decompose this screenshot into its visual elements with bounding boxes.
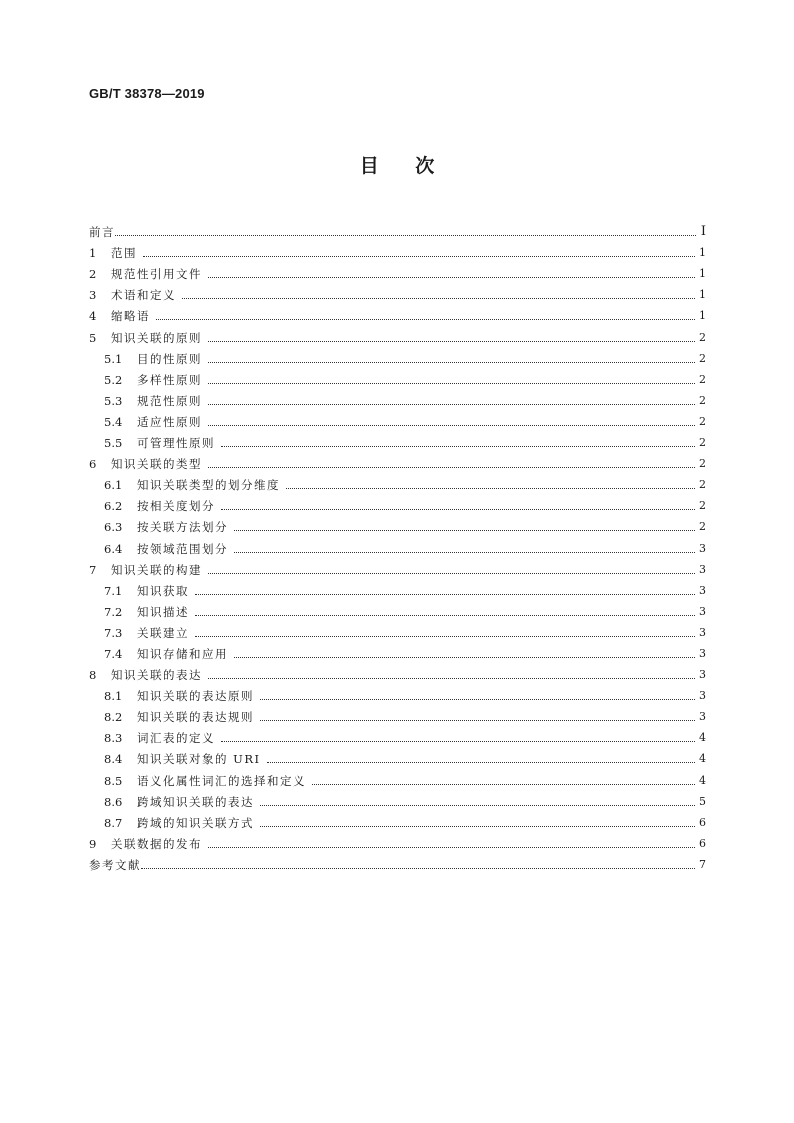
toc-entry[interactable] [89,703,706,724]
toc-entry-number: 8.1 [104,689,123,704]
toc-entry[interactable] [89,471,706,492]
toc-entry[interactable] [89,450,706,471]
toc-leader-dots [208,467,695,468]
toc-entry-page: 3 [699,668,706,682]
toc-leader-dots [208,383,695,384]
toc-entry-number: 7.4 [104,646,123,661]
toc-entry-number: 7.1 [104,583,123,598]
toc-entry-label: 关联数据的发布 [111,836,202,851]
toc-entry-page: 3 [699,646,706,660]
toc-entry-label: 知识关联的类型 [111,457,202,472]
toc-entry-label: 规范性原则 [137,393,202,408]
toc-entry-label: 知识关联的原则 [111,330,202,345]
toc-entry-number: 6.3 [104,520,123,535]
toc-leader-dots [286,488,695,489]
toc-leader-dots [195,636,695,637]
toc-entry-number: 5.1 [104,351,123,366]
toc-entry-number: 5.5 [104,436,123,451]
toc-leader-dots [260,699,695,700]
toc-leader-dots [208,277,695,278]
toc-leader-dots [208,404,695,405]
toc-entry-number: 7.2 [104,604,123,619]
toc-entry-page: 3 [699,604,706,618]
toc-entry-number: 2 [89,267,97,282]
toc-leader-dots [115,235,696,236]
toc-entry-page: 3 [699,562,706,576]
toc-entry[interactable] [89,218,706,239]
table-of-contents [89,218,706,872]
toc-entry-number: 8.7 [104,815,123,830]
toc-entry-page: 2 [699,372,706,386]
toc-entry-page: 3 [699,689,706,703]
toc-leader-dots [234,552,695,553]
toc-entry-page: 2 [699,457,706,471]
toc-entry-page: 3 [699,625,706,639]
toc-leader-dots [260,805,695,806]
toc-leader-dots [182,298,695,299]
toc-entry-page: 3 [699,710,706,724]
toc-leader-dots [221,446,695,447]
toc-entry-page: 6 [699,836,706,850]
toc-entry-label: 按领域范围划分 [137,541,228,556]
toc-entry[interactable] [89,830,706,851]
toc-entry-number: 5.2 [104,372,123,387]
toc-entry-label: 按关联方法划分 [137,520,228,535]
toc-leader-dots [208,362,695,363]
toc-entry-page: 4 [699,731,706,745]
toc-entry-number: 1 [89,246,97,261]
toc-leader-dots [234,657,695,658]
toc-entry[interactable] [89,556,706,577]
toc-entry[interactable] [89,745,706,766]
toc-entry[interactable] [89,492,706,513]
toc-entry-label: 知识存储和应用 [137,646,228,661]
toc-entry-label: 目的性原则 [137,351,202,366]
toc-entry[interactable] [89,366,706,387]
toc-entry-label: 知识关联的构建 [111,562,202,577]
toc-entry[interactable] [89,260,706,281]
toc-entry-label: 知识获取 [137,583,189,598]
toc-leader-dots [156,319,695,320]
toc-entry[interactable] [89,661,706,682]
toc-entry-number: 7.3 [104,625,123,640]
toc-entry-label: 关联建立 [137,625,189,640]
toc-entry-page: 2 [699,520,706,534]
toc-entry-number: 6 [89,457,97,472]
toc-leader-dots [195,615,695,616]
toc-entry-number: 6.4 [104,541,123,556]
toc-leader-dots [221,741,695,742]
toc-entry[interactable] [89,239,706,260]
toc-entry-page: 2 [699,393,706,407]
toc-entry[interactable] [89,809,706,830]
toc-entry[interactable] [89,281,706,302]
toc-entry-page: 3 [699,541,706,555]
toc-entry-label: 知识描述 [137,604,189,619]
toc-entry-number: 4 [89,309,97,324]
toc-entry[interactable] [89,766,706,787]
toc-entry-number: 6.1 [104,478,123,493]
toc-entry-page: 2 [699,436,706,450]
toc-entry-page: 5 [699,794,706,808]
toc-entry-page: 1 [699,246,706,260]
toc-entry-page: 2 [699,330,706,344]
toc-entry[interactable] [89,598,706,619]
toc-entry-label: 缩略语 [111,309,150,324]
toc-leader-dots [195,594,695,595]
toc-entry-page: 7 [699,857,706,871]
toc-entry[interactable] [89,788,706,809]
toc-entry-number: 8.4 [104,752,123,767]
toc-leader-dots [208,425,695,426]
toc-leader-dots [208,341,695,342]
toc-entry[interactable] [89,724,706,745]
toc-entry-label: 跨域知识关联的表达 [137,794,254,809]
toc-entry-number: 7 [89,562,97,577]
toc-entry-label: 知识关联的表达原则 [137,689,254,704]
toc-entry-page: 2 [699,351,706,365]
toc-entry-label: 知识关联的表达规则 [137,710,254,725]
toc-entry[interactable] [89,640,706,661]
toc-entry-number: 5.3 [104,393,123,408]
toc-entry-number: 8.2 [104,710,123,725]
toc-entry-number: 8.3 [104,731,123,746]
toc-leader-dots [208,847,695,848]
toc-entry-label: 多样性原则 [137,372,202,387]
toc-entry[interactable] [89,577,706,598]
toc-entry-label: 可管理性原则 [137,436,215,451]
toc-leader-dots [141,868,695,869]
toc-leader-dots [208,678,695,679]
toc-entry[interactable] [89,513,706,534]
toc-entry-page: 2 [699,499,706,513]
toc-entry[interactable] [89,302,706,323]
toc-entry-page: 6 [699,815,706,829]
toc-entry-label: 术语和定义 [111,288,176,303]
toc-entry-label: 按相关度划分 [137,499,215,514]
toc-entry-number: 9 [89,836,97,851]
toc-entry-label: 语义化属性词汇的选择和定义 [137,773,306,788]
standard-code: GB/T 38378—2019 [89,86,205,101]
toc-entry-page: 1 [699,267,706,281]
toc-entry-page: 3 [699,583,706,597]
toc-entry-page: 4 [699,752,706,766]
toc-entry-label: 参考文献 [89,857,141,872]
toc-entry-number: 5 [89,330,97,345]
toc-entry-label: 前言 [89,225,115,240]
toc-entry-page: Ⅰ [700,224,706,240]
toc-entry-label: 规范性引用文件 [111,267,202,282]
toc-leader-dots [260,826,695,827]
toc-entry-page: 1 [699,288,706,302]
toc-entry-number: 8 [89,668,97,683]
toc-leader-dots [208,573,695,574]
toc-entry-page: 4 [699,773,706,787]
toc-entry[interactable] [89,851,706,872]
page-title: 目 次 [359,155,435,177]
toc-entry[interactable] [89,619,706,640]
toc-entry-number: 8.5 [104,773,123,788]
toc-entry-page: 1 [699,309,706,323]
toc-leader-dots [267,762,695,763]
toc-entry-label: 适应性原则 [137,414,202,429]
toc-entry[interactable] [89,323,706,344]
toc-entry-label: 跨域的知识关联方式 [137,815,254,830]
toc-entry[interactable] [89,682,706,703]
toc-leader-dots [221,509,695,510]
toc-leader-dots [260,720,695,721]
toc-entry-page: 2 [699,478,706,492]
toc-entry-label: 知识关联类型的划分维度 [137,478,280,493]
toc-leader-dots [143,256,695,257]
toc-entry-number: 6.2 [104,499,123,514]
toc-entry-label: 词汇表的定义 [137,731,215,746]
toc-entry[interactable] [89,534,706,555]
toc-leader-dots [234,530,695,531]
toc-entry-label: 知识关联对象的 URI [137,752,261,767]
toc-entry-number: 8.6 [104,794,123,809]
toc-leader-dots [312,784,695,785]
toc-entry[interactable] [89,408,706,429]
toc-entry-page: 2 [699,414,706,428]
toc-entry-number: 3 [89,288,97,303]
toc-entry-number: 5.4 [104,414,123,429]
toc-entry-label: 知识关联的表达 [111,668,202,683]
toc-entry[interactable] [89,387,706,408]
toc-entry[interactable] [89,429,706,450]
toc-entry-label: 范围 [111,246,137,261]
toc-entry[interactable] [89,345,706,366]
